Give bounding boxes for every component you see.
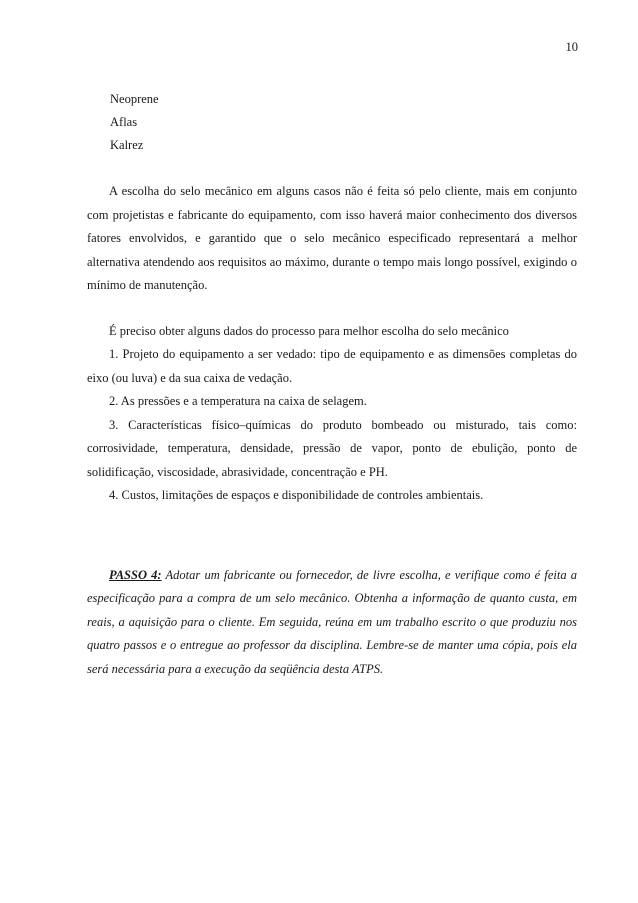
intro-line: É preciso obter alguns dados do processo para melhor escolha do selo mecânico xyxy=(109,323,509,338)
passo-4-label: PASSO 4: xyxy=(109,567,162,582)
page-number: 10 xyxy=(565,40,578,54)
material-item: Kalrez xyxy=(110,138,144,152)
material-item: Aflas xyxy=(110,115,138,129)
numbered-item-1: 1. Projeto do equipamento a ser vedado: tipo de equipamento e as dimensões completas do eixo (ou luva) e da sua caixa de vedação. xyxy=(87,347,577,385)
numbered-item-4: 4. Custos, limitações de espaços e disponibilidade de controles ambientais. xyxy=(109,488,484,502)
materials-list xyxy=(87,88,577,157)
numbered-item-3: 3. Características físico–químicas do produto bombeado ou misturado, tais como: corrosividade, temperatura, densidade, pressão de vapor, ponto de ebulição, ponto de solidificação, viscosidade, abrasividade, concentração e PH. xyxy=(87,417,577,479)
numbered-item-2: 2. As pressões e a temperatura na caixa de selagem. xyxy=(109,394,367,408)
passo-4-text: Adotar um fabricante ou fornecedor, de livre escolha, e verifique como é feita a especificação para a compra de um selo mecânico. Obtenha a informação de quanto custa, em reais, a aquisição para o cliente. Em seguida, reúna em um trabalho escrito o que produziu nos quatro passos e o entregue ao professor da disciplina. Lembre-se de manter uma cópia, pois ela será necessária para a execução da seqüência desta ATPS. xyxy=(87,567,577,676)
paragraph-selection: A escolha do selo mecânico em alguns casos não é feita só pelo cliente, mais em conjunto com projetistas e fabricante do equipamento, com isso haverá maior conhecimento dos diversos fatores envolvidos, e garantido que o selo mecânico especificado representará a melhor alternativa atendendo aos requisitos ao máximo, durante o tempo mais longo possível, exigindo o mínimo de manutenção. xyxy=(87,184,577,292)
document-body xyxy=(87,88,577,681)
passo-4-paragraph xyxy=(87,564,577,682)
material-item: Neoprene xyxy=(110,92,159,106)
